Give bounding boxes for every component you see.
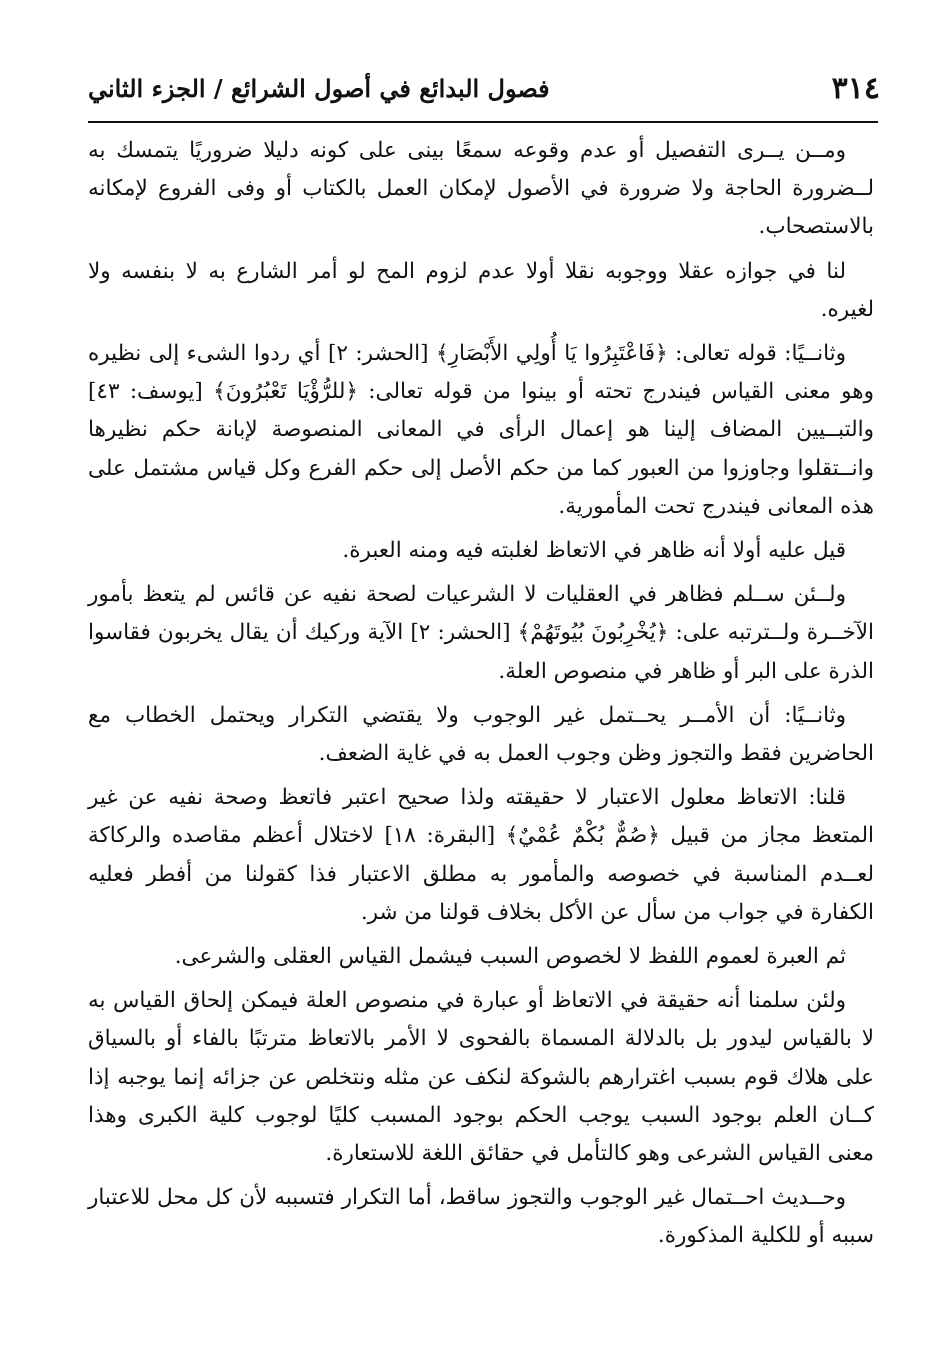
paragraph: وثانــيًا: قوله تعالى: ﴿فَاعْتَبِرُوا يَا أُولِي الأَبْصَارِ﴾ [الحشر: ٢] أي ردوا الشىء إلى نظيره وهو معنى القياس فيندرج تحته أو بينوا من قوله تعالى: ﴿للرُّؤْيَا تَعْبُرُونَ﴾ [يوسف: ٤٣] والتبــيين المضاف إلينا هو إعمال الرأى في المعانى المنصوصة لإبانة حكم نظيرها وانــتقلوا وجاوزوا من العبور كما من حكم الأصل إلى حكم الفرع وكل قياس مشتمل على هذه المعانى فيندرج تحت المأمورية. — [88, 341, 874, 519]
paragraph: ولئن سلمنا أنه حقيقة في الاتعاظ أو عبارة في منصوص العلة فيمكن إلحاق القياس به لا بالقياس ليدور بل بالدلالة المسماة بالفحوى لا الأمر بالاتعاظ مترتبًا بالفاء أو بالسياق على هلاك قوم بسبب اغترارهم بالشوكة لنكف عن مثله ونتخلص عن جزائه إنما يوجبه إذا كــان العلم بوجود السبب يوجب الحكم بوجود المسبب كليًا لوجوب كلية الكبرى وهذا معنى القياس الشرعى وهو كالتأمل في حقائق اللغة للاستعارة. — [88, 988, 874, 1167]
paragraph: قلنا: الاتعاظ معلول الاعتبار لا حقيقته ولذا صحيح اعتبر فاتعظ وصحة نفيه عن غير المتعظ مجاز من قبيل ﴿صُمٌّ بُكْمٌ عُمْيٌ﴾ [البقرة: ١٨] لاختلال أعظم مقاصده والركاكة لعــدم المناسبة في خصوصه والمأمور به مطلق الاعتبار فذا كقولنا من أفطر فعليه الكفارة في جواب من سأل عن الأكل بخلاف قولنا من شر. — [88, 785, 874, 925]
header-divider — [88, 121, 878, 123]
paragraph: لنا في جوازه عقلا ووجوبه نقلا أولا عدم لزوم المح لو أمر الشارع به لا بنفسه ولا لغيره. — [88, 258, 874, 322]
paragraph: ثم العبرة لعموم اللفظ لا لخصوص السبب فيشمل القياس العقلى والشرعى. — [174, 944, 846, 970]
paragraph: وثانــيًا: أن الأمــر يحــتمل غير الوجوب ولا يقتضي التكرار ويحتمل الخطاب مع الحاضرين فقط والتجوز وظن وجوب العمل به في غاية الضعف. — [88, 702, 874, 767]
body-text — [88, 132, 874, 1262]
paragraph: ولــئن ســلم فظاهر في العقليات لا الشرعيات لصحة نفيه عن قائس لم يتعظ بأمور الآخــرة ولــترتبه على: ﴿يُخْرِبُونَ بُيُوتَهُمْ﴾ [الحشر: ٢] الآية وركيك أن يقال يخربون فقاسوا الذرة على البر أو ظاهر في منصوص العلة. — [88, 582, 875, 684]
paragraph: وحــديث احــتمال غير الوجوب والتجوز ساقط، أما التكرار فتسببه لأن كل محل للاعتبار سببه أو للكلية المذكورة. — [88, 1185, 874, 1249]
page-number: ٣١٤ — [831, 70, 880, 106]
running-title: فصول البدائع في أصول الشرائع / الجزء الثاني — [88, 73, 550, 103]
page-header — [88, 62, 878, 114]
paragraph: ومــن يــرى التفصيل أو عدم وقوعه سمعًا بينى على كونه دليلا ضروريًا يتمسك به لــضرورة الحاجة ولا ضرورة في الأصول لإمكان العمل بالكتاب أو وفى الفروع لإمكانه بالاستصحاب. — [88, 138, 874, 240]
paragraph: قيل عليه أولا أنه ظاهر في الاتعاظ لغلبته فيه ومنه العبرة. — [342, 538, 846, 564]
